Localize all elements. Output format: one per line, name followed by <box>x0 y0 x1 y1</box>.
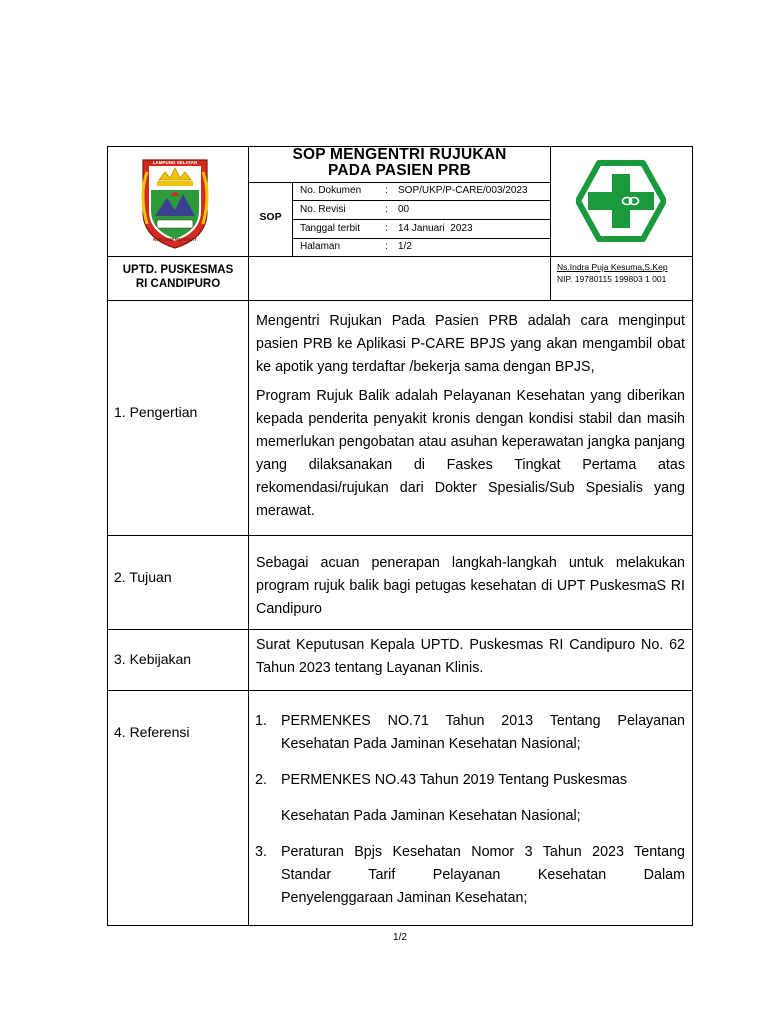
list-item <box>252 769 685 828</box>
list-item-line-1: PERMENKES NO.71 Tahun 2013 Tentang Pelayanan <box>281 713 685 729</box>
meta-label-tanggal-terbit: Tanggal terbit <box>300 223 361 234</box>
title-line-1: SOP MENGENTRI RUJUKAN <box>292 146 507 163</box>
list-item-line-2: Penyelenggaraan Jaminan Kesehatan; <box>281 890 528 906</box>
document-title <box>249 147 550 179</box>
meta-value-tanggal-terbit: 14 Januari 2023 <box>398 223 473 234</box>
emblem-text-bottom: KHAGOM MUFAKAT <box>153 237 197 242</box>
signer-name: Ns.Indra Puja Kesuma,S.Kep <box>557 262 668 272</box>
list-item-line-1: PERMENKES NO.43 Tahun 2019 Tentang Puskesmas <box>281 772 627 788</box>
page-number: 1/2 <box>393 932 407 943</box>
meta-value-no-dokumen: SOP/UKP/P-CARE/003/2023 <box>398 185 528 196</box>
signer-nip: NIP. 19780115 199803 1 001 <box>557 274 667 284</box>
meta-label-no-dokumen: No. Dokumen <box>300 185 362 196</box>
meta-value-halaman: 1/2 <box>398 241 412 252</box>
section-label-tujuan: 2. Tujuan <box>114 569 172 585</box>
list-item-number: 2. <box>255 772 267 788</box>
regency-emblem-logo <box>135 154 215 250</box>
list-item-number: 3. <box>255 844 267 860</box>
section-label-kebijakan: 3. Kebijakan <box>114 651 192 667</box>
meta-sep: : <box>385 185 388 196</box>
meta-sep: : <box>385 223 388 234</box>
puskesmas-logo <box>576 160 666 242</box>
list-item-number: 1. <box>255 713 267 729</box>
section-label-pengertian: 1. Pengertian <box>114 404 198 420</box>
institution-name <box>108 263 248 291</box>
institution-line-2: RI CANDIPURO <box>135 278 221 290</box>
list-item-line-2: Kesehatan Pada Jaminan Kesehatan Nasional; <box>281 736 581 752</box>
meta-label-no-revisi: No. Revisi <box>300 204 346 215</box>
pengertian-paragraph-1: Mengentri Rujukan Pada Pasien PRB adalah cara menginput pasien PRB ke Aplikasi P-CARE BPJS yang akan mengambil obat ke apotik yang terdaftar /bekerja sama dengan BPJS, <box>256 313 685 375</box>
referensi-list <box>252 710 685 910</box>
emblem-text-top: LAMPUNG SELATAN <box>152 160 198 165</box>
list-item-line-2: Kesehatan Pada Jaminan Kesehatan Nasional; <box>281 808 581 824</box>
list-item <box>252 710 685 756</box>
sop-label: SOP <box>259 211 282 223</box>
meta-sep: : <box>385 204 388 215</box>
meta-sep: : <box>385 241 388 252</box>
meta-value-no-revisi: 00 <box>398 204 410 215</box>
pengertian-paragraph-2: Program Rujuk Balik adalah Pelayanan Kesehatan yang diberikan kepada penderita penyakit kronis dengan kondisi stabil dan masih memerlukan pengobatan atau asuhan keperawatan jangka panjang yang dilaksanakan di Faskes Tingkat Pertama atas rekomendasi/rujukan dari Dokter Spesialis/Sub Spesialis yang merawat. <box>256 388 685 519</box>
list-item-line-1: Peraturan Bpjs Kesehatan Nomor 3 Tahun 2023 Tentang Standar Tarif Pelayanan Kesehatan Dalam <box>281 844 685 883</box>
section-content-pengertian <box>256 310 685 523</box>
list-item <box>252 841 685 910</box>
section-content-tujuan: Sebagai acuan penerapan langkah-langkah untuk melakukan program rujuk balik bagi petugas kesehatan di UPT PuskesmaS RI Candipuro <box>256 555 685 617</box>
title-line-2: PADA PASIEN PRB <box>327 162 472 179</box>
institution-line-1: UPTD. PUSKESMAS <box>122 264 234 276</box>
meta-label-halaman: Halaman <box>300 241 341 252</box>
section-content-kebijakan: Surat Keputusan Kepala UPTD. Puskesmas RI Candipuro No. 62 Tahun 2023 tentang Layanan Klinis. <box>256 637 685 676</box>
section-label-referensi: 4. Referensi <box>114 724 190 740</box>
